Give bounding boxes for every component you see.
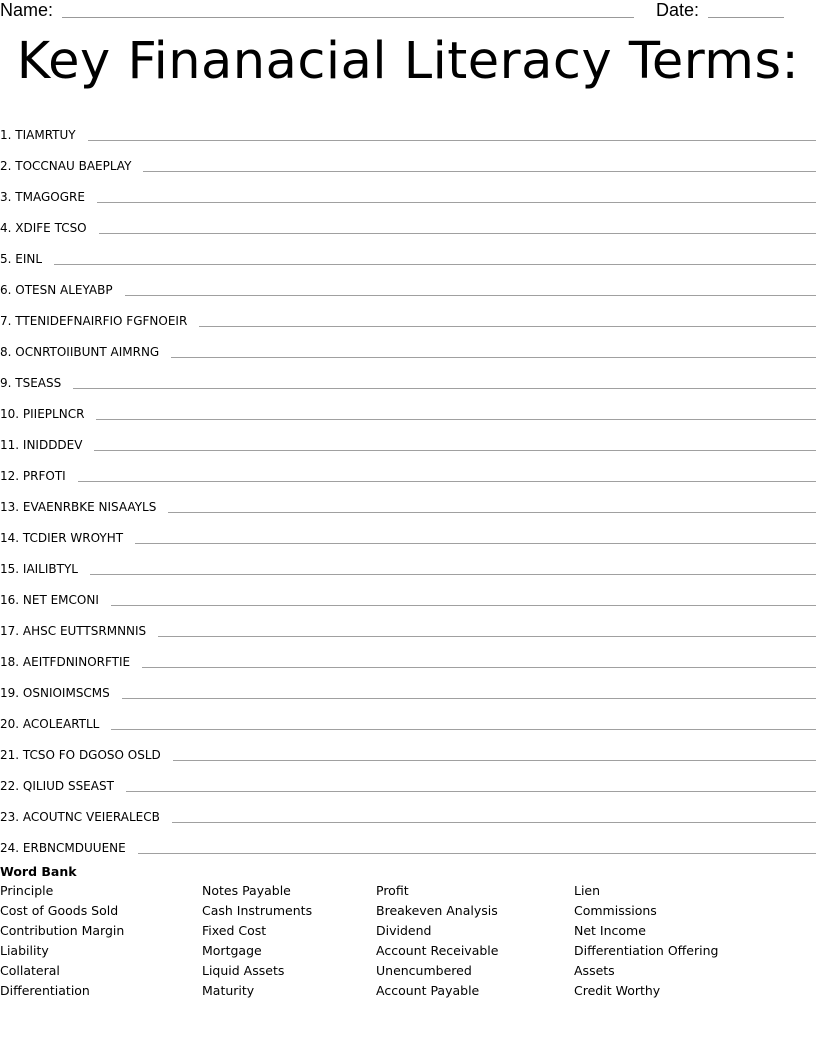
word-bank-term: Assets <box>574 963 615 978</box>
answer-line[interactable] <box>78 480 816 482</box>
scramble-item <box>0 392 816 423</box>
answer-line[interactable] <box>73 387 816 389</box>
answer-line[interactable] <box>138 852 816 854</box>
word-bank-term: Differentiation <box>0 983 90 998</box>
scramble-word: 20. ACOLEARTLL <box>0 717 100 731</box>
answer-line[interactable] <box>172 821 816 823</box>
scramble-word: 23. ACOUTNC VEIERALECB <box>0 810 160 824</box>
word-bank-term: Differentiation Offering <box>574 943 719 958</box>
word-bank-term: Liability <box>0 943 49 958</box>
name-label: Name: <box>0 0 54 20</box>
scramble-item <box>0 423 816 454</box>
scramble-item <box>0 299 816 330</box>
name-field-line[interactable] <box>62 17 634 18</box>
word-bank-term: Account Receivable <box>376 943 499 958</box>
scramble-word: 15. IAILIBTYL <box>0 562 78 576</box>
scramble-item <box>0 454 816 485</box>
scramble-item <box>0 578 816 609</box>
scramble-word: 16. NET EMCONI <box>0 593 99 607</box>
word-bank-term: Net Income <box>574 923 646 938</box>
word-bank-column <box>574 881 718 1001</box>
word-bank <box>0 863 816 1003</box>
answer-line[interactable] <box>111 728 816 730</box>
word-bank-term: Breakeven Analysis <box>376 903 498 918</box>
scramble-word: 24. ERBNCMDUUENE <box>0 841 126 855</box>
scramble-word: 5. EINL <box>0 252 43 266</box>
date-field-line[interactable] <box>708 17 784 18</box>
word-bank-term: Lien <box>574 883 601 898</box>
scramble-word: 11. INIDDDEV <box>0 438 83 452</box>
answer-line[interactable] <box>126 790 816 792</box>
scramble-word: 18. AEITFDNINORFTIE <box>0 655 131 669</box>
scramble-word: 17. AHSC EUTTSRMNNIS <box>0 624 147 638</box>
word-bank-term: Profit <box>376 883 409 898</box>
word-bank-term: Account Payable <box>376 983 480 998</box>
word-bank-term: Commissions <box>574 903 657 918</box>
answer-line[interactable] <box>96 418 816 420</box>
word-bank-term: Dividend <box>376 923 432 938</box>
word-bank-heading: Word Bank <box>0 864 77 879</box>
answer-line[interactable] <box>125 294 816 296</box>
scramble-word: 7. TTENIDEFNAIRFIO FGFNOEIR <box>0 314 188 328</box>
scramble-item <box>0 702 816 733</box>
scramble-word: 13. EVAENRBKE NISAAYLS <box>0 500 157 514</box>
date-label: Date: <box>656 0 700 20</box>
scramble-word: 3. TMAGOGRE <box>0 190 85 204</box>
answer-line[interactable] <box>199 325 816 327</box>
scramble-item <box>0 733 816 764</box>
scramble-item <box>0 206 816 237</box>
word-bank-column <box>202 881 312 1001</box>
answer-line[interactable] <box>99 232 816 234</box>
word-bank-column <box>0 881 124 1001</box>
scramble-word: 2. TOCCNAU BAEPLAY <box>0 159 132 173</box>
scramble-word: 8. OCNRTOIIBUNT AIMRNG <box>0 345 160 359</box>
scramble-word: 9. TSEASS <box>0 376 62 390</box>
worksheet-header <box>0 0 816 22</box>
scramble-word: 10. PIIEPLNCR <box>0 407 85 421</box>
answer-line[interactable] <box>88 139 816 141</box>
scramble-item <box>0 547 816 578</box>
answer-line[interactable] <box>122 697 816 699</box>
word-bank-term: Mortgage <box>202 943 262 958</box>
scramble-item <box>0 330 816 361</box>
scramble-item <box>0 237 816 268</box>
scramble-item <box>0 609 816 640</box>
scramble-item <box>0 485 816 516</box>
scramble-item <box>0 361 816 392</box>
scramble-word: 1. TIAMRTUY <box>0 128 76 142</box>
scramble-item <box>0 516 816 547</box>
word-bank-term: Cost of Goods Sold <box>0 903 119 918</box>
answer-line[interactable] <box>94 449 816 451</box>
word-bank-term: Liquid Assets <box>202 963 285 978</box>
word-bank-term: Collateral <box>0 963 60 978</box>
scramble-item <box>0 144 816 175</box>
scramble-item <box>0 268 816 299</box>
answer-line[interactable] <box>90 573 816 575</box>
scramble-list <box>0 113 816 857</box>
scramble-item <box>0 175 816 206</box>
word-bank-column <box>376 881 498 1001</box>
word-bank-term: Maturity <box>202 983 255 998</box>
scramble-word: 21. TCSO FO DGOSO OSLD <box>0 748 161 762</box>
scramble-item <box>0 795 816 826</box>
scramble-word: 6. OTESN ALEYABP <box>0 283 113 297</box>
page-title: Key Finanacial Literacy Terms: <box>16 32 800 91</box>
answer-line[interactable] <box>54 263 816 265</box>
word-bank-term: Unencumbered <box>376 963 472 978</box>
word-bank-term: Cash Instruments <box>202 903 313 918</box>
scramble-item <box>0 826 816 857</box>
answer-line[interactable] <box>143 170 816 172</box>
answer-line[interactable] <box>171 356 816 358</box>
scramble-item <box>0 113 816 144</box>
scramble-item <box>0 671 816 702</box>
scramble-item <box>0 640 816 671</box>
scramble-word: 14. TCDIER WROYHT <box>0 531 124 545</box>
word-bank-columns <box>0 881 816 1003</box>
word-bank-term: Contribution Margin <box>0 923 125 938</box>
word-bank-term: Credit Worthy <box>574 983 661 998</box>
word-bank-term: Fixed Cost <box>202 923 267 938</box>
word-bank-term: Notes Payable <box>202 883 291 898</box>
word-bank-term: Principle <box>0 883 54 898</box>
answer-line[interactable] <box>158 635 816 637</box>
scramble-word: 12. PRFOTI <box>0 469 66 483</box>
scramble-item <box>0 764 816 795</box>
scramble-word: 4. XDIFE TCSO <box>0 221 87 235</box>
answer-line[interactable] <box>168 511 816 513</box>
answer-line[interactable] <box>173 759 816 761</box>
scramble-word: 22. QILIUD SSEAST <box>0 779 114 793</box>
answer-line[interactable] <box>135 542 816 544</box>
scramble-word: 19. OSNIOIMSCMS <box>0 686 110 700</box>
answer-line[interactable] <box>97 201 816 203</box>
answer-line[interactable] <box>142 666 816 668</box>
answer-line[interactable] <box>111 604 816 606</box>
